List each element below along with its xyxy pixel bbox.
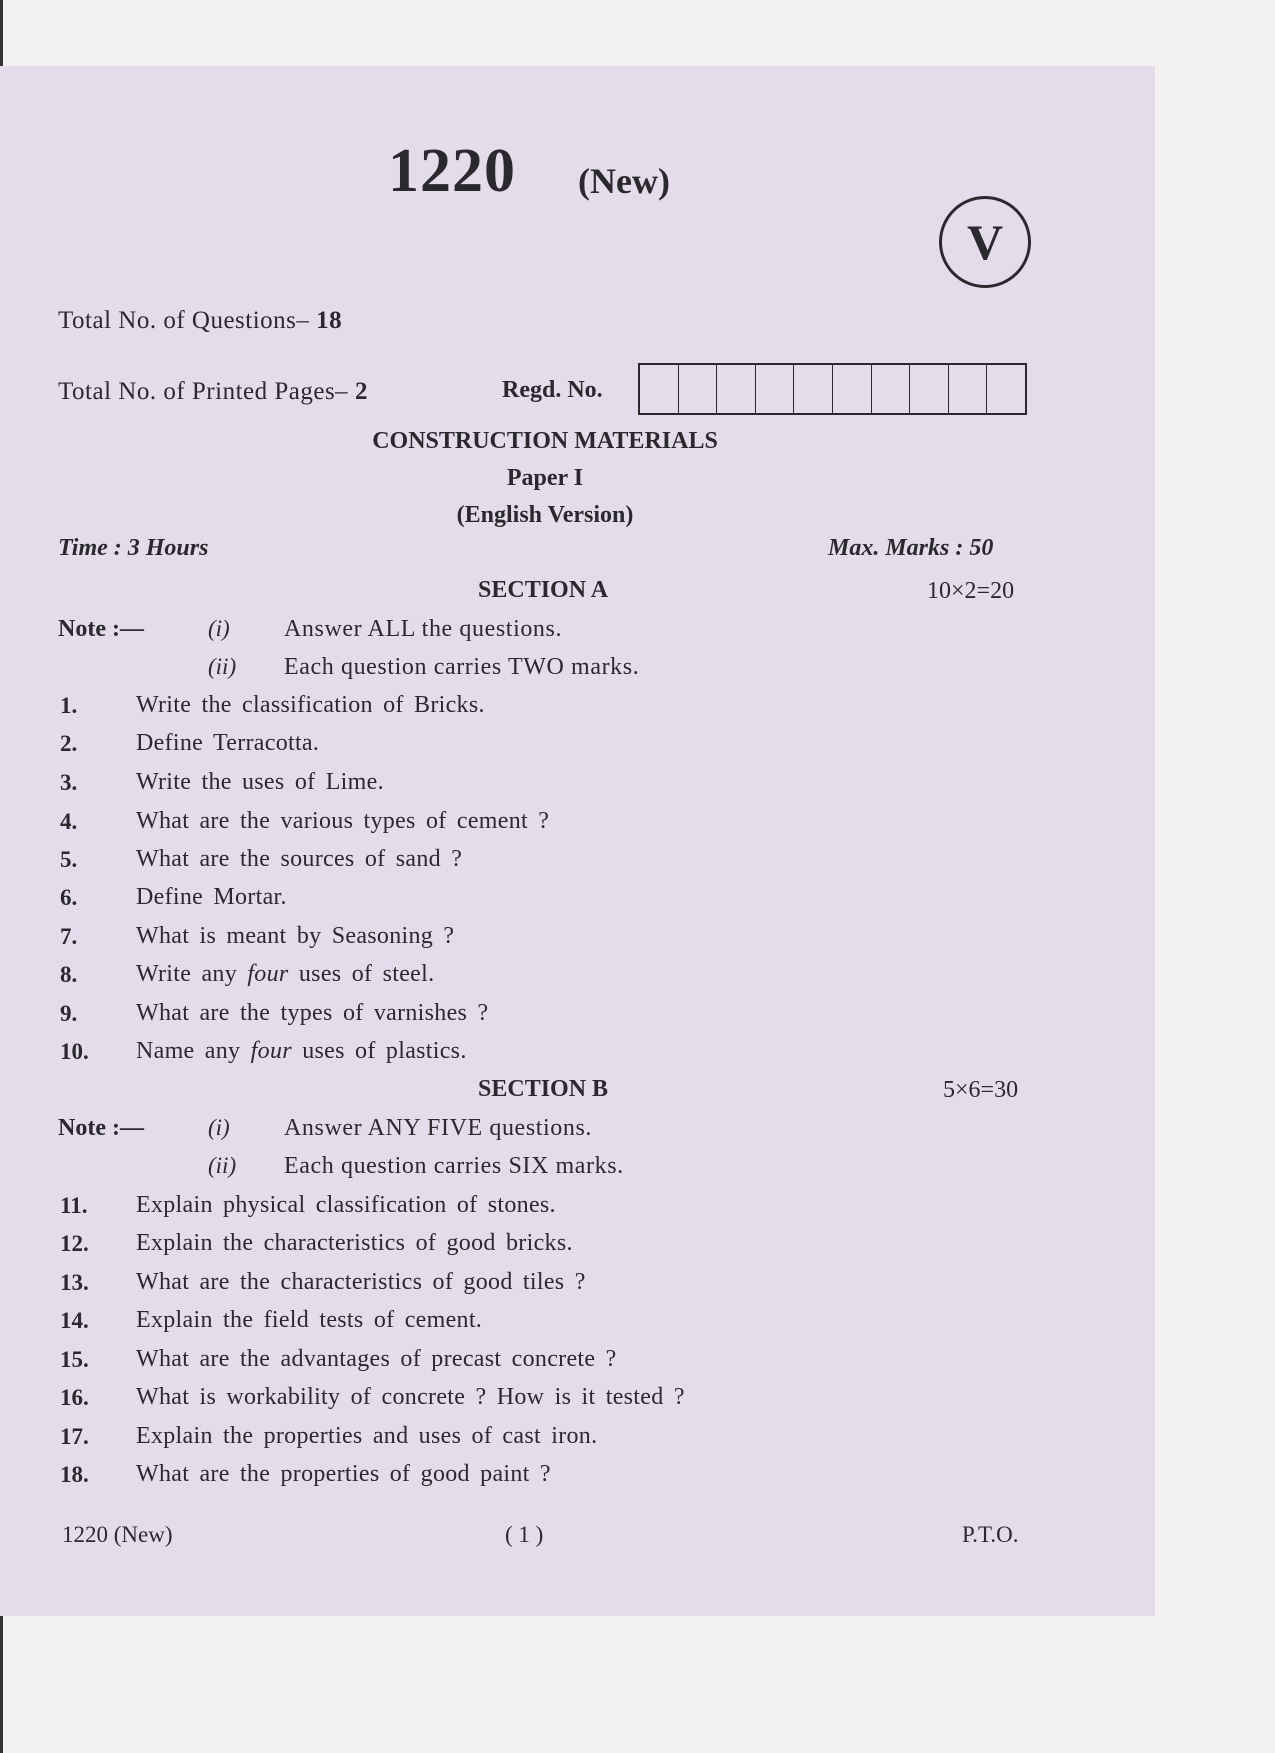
scan-edge-top	[0, 0, 3, 70]
question-text: Explain the properties and uses of cast iron.	[136, 1423, 598, 1449]
question-text: Explain the field tests of cement.	[136, 1307, 483, 1333]
section-a-note-label: Note :—	[58, 616, 144, 642]
section-b-note-label: Note :—	[58, 1115, 144, 1141]
question-text-emphasis: four	[247, 961, 289, 987]
regd-digit-box[interactable]	[793, 365, 832, 413]
regd-digit-box[interactable]	[986, 365, 1025, 413]
regd-digit-box[interactable]	[678, 365, 717, 413]
total-pages-label: Total No. of Printed Pages–	[58, 378, 349, 405]
question-number: 5.	[60, 847, 78, 872]
regd-digit-box[interactable]	[640, 365, 678, 413]
question-number: 4.	[60, 809, 78, 834]
note-text: Each question carries SIX marks.	[284, 1153, 624, 1179]
regd-digit-box[interactable]	[716, 365, 755, 413]
question-text: Define Mortar.	[136, 884, 287, 910]
question-number: 9.	[60, 1001, 78, 1026]
question-number: 14.	[60, 1308, 89, 1333]
set-letter-badge: V	[939, 196, 1031, 288]
question-text: What are the advantages of precast concrete ?	[136, 1346, 617, 1372]
question-text: Define Terracotta.	[136, 730, 320, 756]
time-allowed: Time : 3 Hours	[58, 535, 209, 561]
question-number: 11.	[60, 1193, 88, 1218]
question-text	[136, 1038, 467, 1065]
section-a-marks: 10×2=20	[927, 578, 1015, 604]
question-number: 13.	[60, 1270, 89, 1295]
question-number: 15.	[60, 1347, 89, 1372]
max-marks: Max. Marks : 50	[828, 535, 994, 561]
question-text: Explain the characteristics of good bricks.	[136, 1230, 573, 1256]
question-number: 6.	[60, 885, 78, 910]
paper-number: Paper I	[506, 465, 584, 491]
note-text: Each question carries TWO marks.	[284, 654, 640, 680]
question-text-emphasis: four	[250, 1038, 292, 1064]
regd-no-label: Regd. No.	[502, 377, 603, 403]
note-text: Answer ALL the questions.	[284, 616, 563, 642]
paper-code: 1220	[388, 137, 516, 205]
question-text-part: Name any	[136, 1038, 241, 1064]
note-text: Answer ANY FIVE questions.	[284, 1115, 593, 1141]
question-text-part: uses of plastics.	[302, 1038, 467, 1064]
section-b-marks: 5×6=30	[943, 1077, 1019, 1103]
note-number: (i)	[208, 1115, 230, 1140]
subject-title: CONSTRUCTION MATERIALS	[372, 428, 718, 454]
total-questions	[58, 307, 342, 335]
section-b-title: SECTION B	[478, 1076, 609, 1102]
regd-digit-box[interactable]	[871, 365, 910, 413]
total-questions-value: 18	[316, 307, 343, 334]
regd-digit-box[interactable]	[948, 365, 987, 413]
regd-no-boxes[interactable]	[638, 363, 1027, 415]
question-text: Write the classification of Bricks.	[136, 692, 485, 718]
question-number: 1.	[60, 693, 78, 718]
question-number: 16.	[60, 1385, 89, 1410]
regd-digit-box[interactable]	[755, 365, 794, 413]
paper-code-suffix: (New)	[578, 161, 670, 201]
note-number: (ii)	[208, 654, 237, 679]
question-text: Write the uses of Lime.	[136, 769, 384, 795]
question-number: 2.	[60, 731, 78, 756]
question-number: 3.	[60, 770, 78, 795]
note-number: (ii)	[208, 1153, 237, 1178]
footer-page-number: ( 1 )	[505, 1522, 544, 1547]
question-number: 10.	[60, 1039, 89, 1064]
question-number: 17.	[60, 1424, 89, 1449]
scan-edge-bottom	[0, 1610, 3, 1753]
question-text: What is meant by Seasoning ?	[136, 923, 455, 949]
question-number: 12.	[60, 1231, 89, 1256]
question-text: What are the characteristics of good tiles ?	[136, 1269, 586, 1295]
question-number: 18.	[60, 1462, 89, 1487]
question-text-part: uses of steel.	[298, 961, 435, 987]
footer-pto: P.T.O.	[962, 1522, 1019, 1547]
total-questions-label: Total No. of Questions–	[58, 307, 310, 334]
question-text-part: Write any	[136, 961, 238, 987]
question-text: What are the sources of sand ?	[136, 846, 463, 872]
question-text: Explain physical classification of stones.	[136, 1192, 556, 1218]
regd-digit-box[interactable]	[832, 365, 871, 413]
footer-paper-code: 1220 (New)	[62, 1522, 173, 1547]
question-text: What are the types of varnishes ?	[136, 1000, 489, 1026]
paper-version: (English Version)	[456, 502, 634, 528]
regd-digit-box[interactable]	[909, 365, 948, 413]
question-number: 7.	[60, 924, 78, 949]
question-text: What is workability of concrete ? How is it tested ?	[136, 1384, 685, 1410]
note-number: (i)	[208, 616, 230, 641]
section-a-title: SECTION A	[478, 577, 609, 603]
total-pages-value: 2	[354, 378, 368, 405]
question-text	[136, 961, 434, 988]
question-text: What are the properties of good paint ?	[136, 1461, 551, 1487]
total-pages	[58, 378, 368, 406]
question-text: What are the various types of cement ?	[136, 808, 550, 834]
question-number: 8.	[60, 962, 78, 987]
